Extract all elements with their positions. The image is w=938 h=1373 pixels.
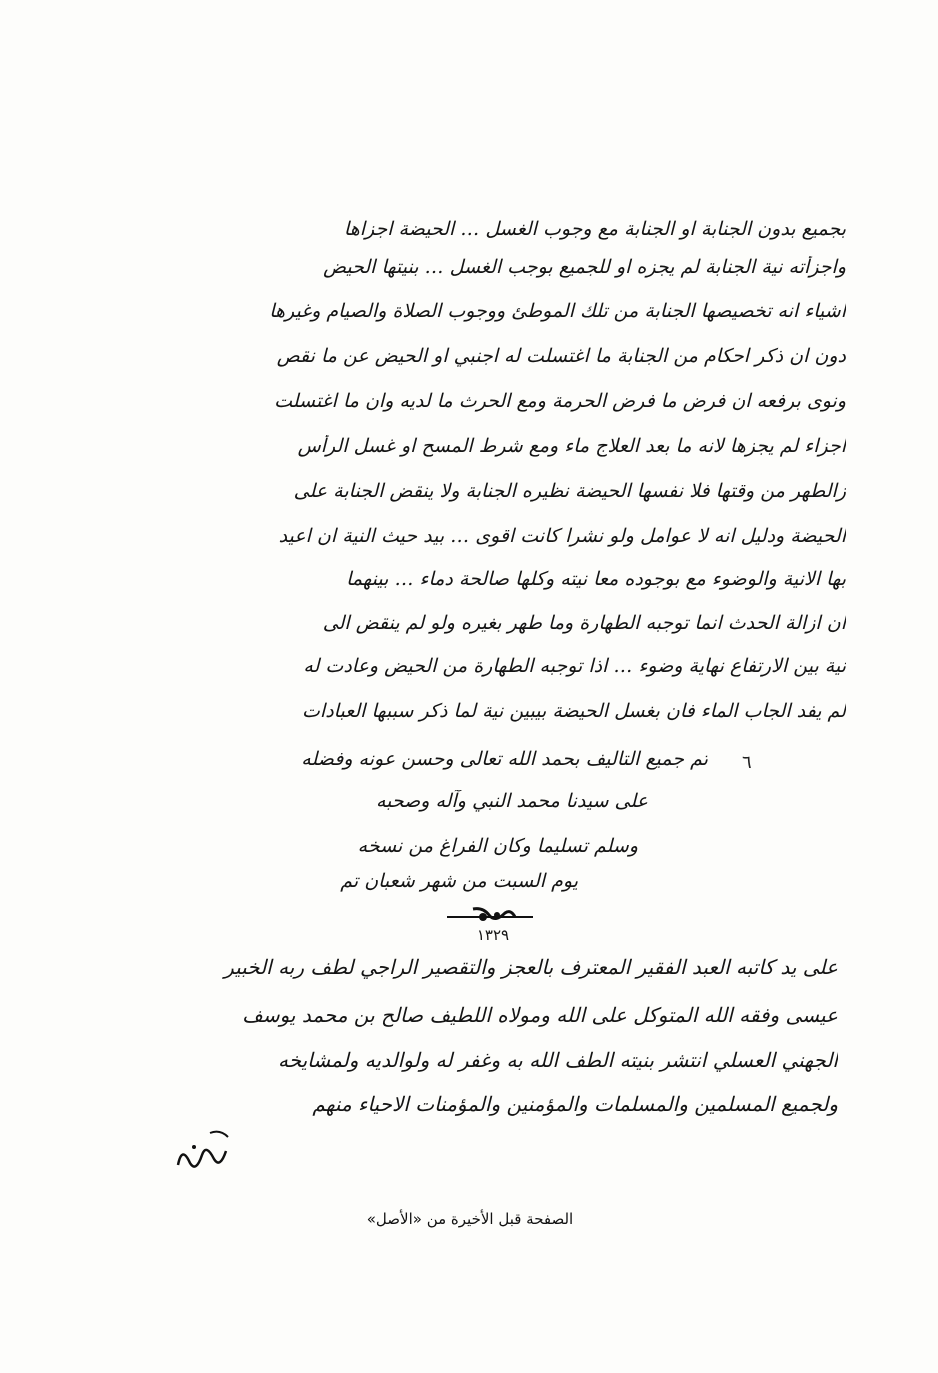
text-line-12: لم يفد الجاب الماء فان بغسل الحيضة بيبين نية لما ذكر سببها العبادات <box>302 700 846 722</box>
year-number: ١٣٢٩ <box>476 926 510 944</box>
note-line-3: الجهني العسلي انتشر بنيته الطف الله به وغفر له ولوالديه ولمشايخه <box>277 1048 838 1072</box>
text-line-6: اجزاء لم يجزها لانه ما بعد العلاج ماء ومع شرط المسح او غسل الرأس <box>297 435 846 457</box>
text-line-13: تم جميع التاليف بحمد الله تعالى وحسن عونه وفضله <box>301 748 708 770</box>
colophon-line-1: على سيدنا محمد النبي وآله وصحبه <box>375 790 648 812</box>
text-line-4: دون ان ذكر احكام من الجنابة ما اغتسلت له اجنبي او الحيض عن ما نقص <box>276 345 846 367</box>
text-line-1: بجميع بدون الجنابة او الجنابة مع وجوب الغسل … الحيضة اجزاها <box>343 218 846 240</box>
text-line-8: الحيضة ودليل انه لا عوامل ولو نشرا كانت اقوى … بيد حيث النية ان اعيد <box>278 525 846 547</box>
text-line-3: اشياء انه تخصيصها الجنابة من تلك الموطئ ووجوب الصلاة والصيام وغيرها <box>269 300 846 322</box>
page-caption: الصفحة قبل الأخيرة من «الأصل» <box>366 1210 574 1228</box>
note-line-4: ولجميع المسلمين والمسلمات والمؤمنين والمؤمنات الاحياء منهم <box>312 1092 838 1116</box>
text-line-11: نية بين الارتفاع نهاية وضوء … اذا توجبه الطهارة من الحيض وعادت له <box>303 655 846 677</box>
handwritten-mark <box>170 1125 240 1175</box>
text-line-5: ونوى برفعه ان فرض ما فرض الحرمة ومع الحرث ما لديه وان ما اغتسلت <box>274 390 846 412</box>
text-line-2: واجزأته نية الجنابة لم يجزه او للجميع بوجب الغسل … بنيتها الحيض <box>323 256 846 278</box>
note-line-2: عيسى وفقه الله المتوكل على الله ومولاه اللطيف صالح بن محمد يوسف <box>242 1003 838 1027</box>
text-line-10: ان ازالة الحدث انما توجبه الطهارة وما طهر بغيره ولو لم ينقض الى <box>322 612 846 634</box>
note-line-1: على يد كاتبه العبد الفقير المعترف بالعجز والتقصير الراجي لطف ربه الخبير <box>224 955 838 979</box>
text-line-7: زالطهر من وقتها فلا نفسها الحيضة نظيره الجنابة ولا ينقض الجنابة على <box>293 480 846 502</box>
text-line-9: بها الانية والوضوء مع بوجوده معا نيته وكلها صالحة دماء … بينهما <box>346 568 846 590</box>
colophon-line-3: يوم السبت من شهر شعبان تم <box>340 870 578 892</box>
marginal-number: ٦ <box>742 752 752 773</box>
colophon-line-2: وسلم تسليما وكان الفراغ من نسخه <box>357 835 638 857</box>
